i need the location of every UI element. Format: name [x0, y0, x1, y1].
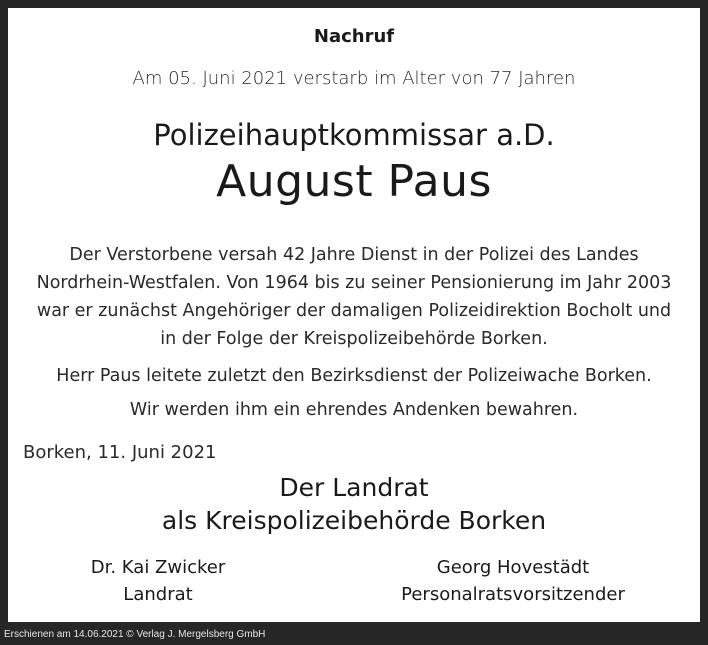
remembrance-paragraph: Wir werden ihm ein ehrendes Andenken bewahren. [129, 400, 579, 420]
signatory-right [388, 554, 638, 608]
publication-footer: Erschienen am 14.06.2021 © Verlag J. Mergelsberg GmbH [4, 629, 266, 640]
signatory-title: Personalratsvorsitzender [401, 584, 625, 605]
notice-heading: Nachruf [313, 26, 395, 47]
career-paragraph: Herr Paus leitete zuletzt den Bezirksdienst der Polizeiwache Borken. [56, 366, 652, 386]
death-date-line: Am 05. Juni 2021 verstarb im Alter von 77 Jahren [132, 68, 576, 89]
deceased-name: August Paus [216, 156, 492, 207]
organization-line-2: als Kreispolizeibehörde Borken [161, 506, 547, 535]
biography-paragraph [24, 241, 684, 353]
deceased-rank: Polizeihauptkommissar a.D. [153, 118, 555, 152]
place-and-date: Borken, 11. Juni 2021 [23, 442, 217, 463]
biography-line: war er zunächst Angehöriger der damaligen Polizeidirektion Bocholt und [36, 301, 672, 321]
biography-line: Nordrhein-Westfalen. Von 1964 bis zu seiner Pensionierung im Jahr 2003 [36, 273, 672, 293]
obituary-notice [8, 8, 700, 622]
biography-line: Der Verstorbene versah 42 Jahre Dienst in der Polizei des Landes [69, 245, 639, 265]
biography-line: in der Folge der Kreispolizeibehörde Borken. [160, 329, 548, 349]
signatory-left [68, 554, 248, 608]
signatory-title: Landrat [123, 584, 193, 605]
signatory-name: Dr. Kai Zwicker [90, 557, 226, 578]
organization-line-1: Der Landrat [279, 473, 429, 502]
signatory-name: Georg Hovestädt [436, 557, 590, 578]
